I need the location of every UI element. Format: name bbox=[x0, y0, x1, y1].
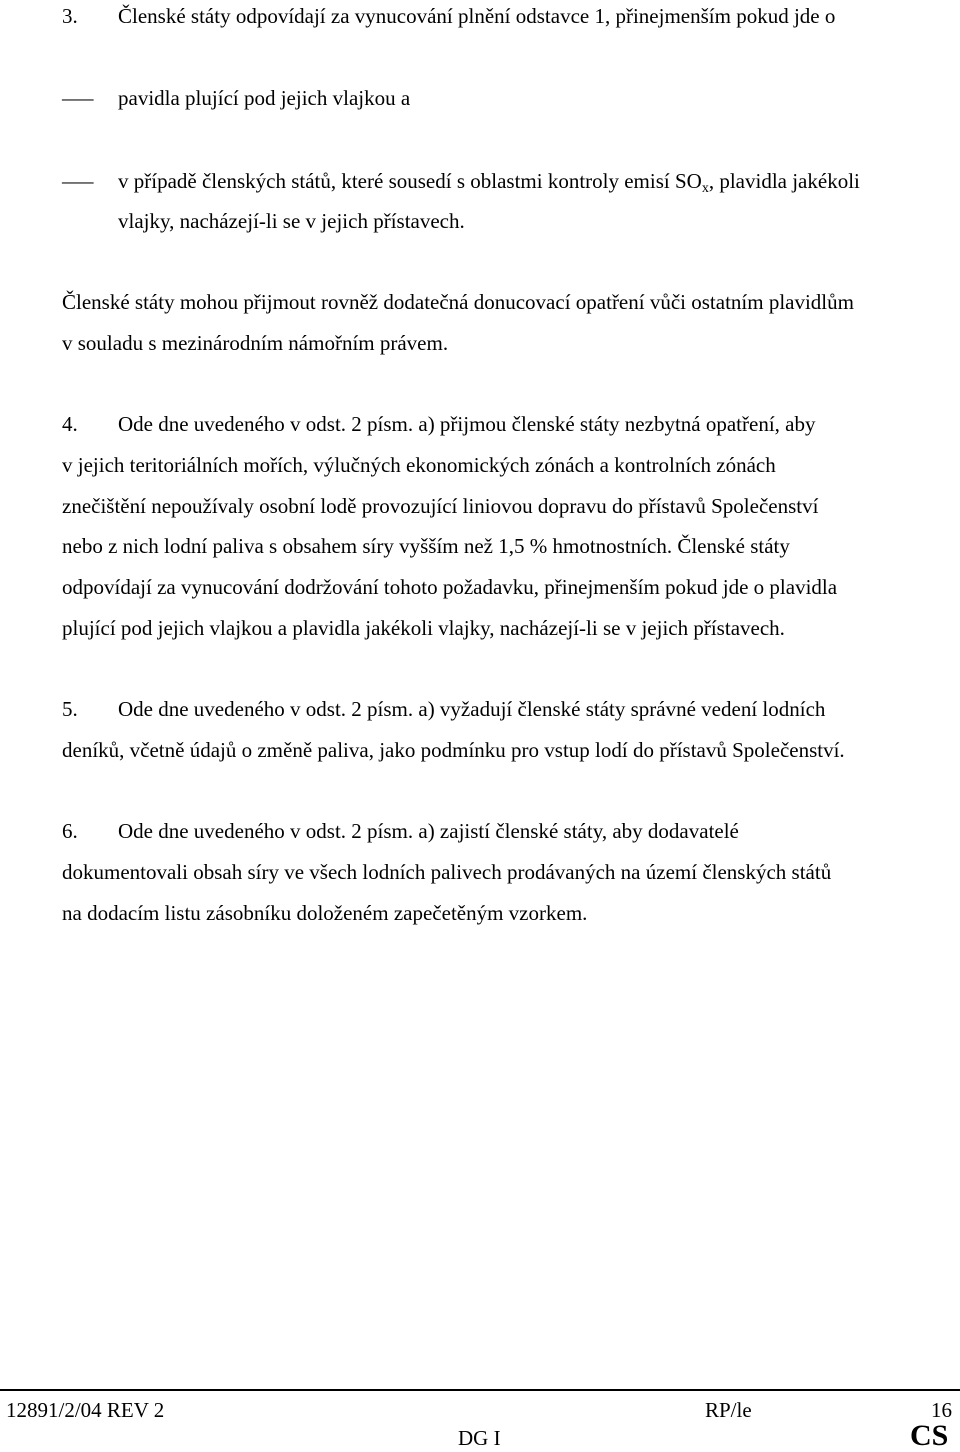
para6-line3: na dodacím listu zásobníku doloženém zapečetěným vzorkem. bbox=[62, 901, 588, 925]
para4-line3: znečištění nepoužívaly osobní lodě provozující liniovou dopravu do přístavů Společenství bbox=[62, 494, 819, 518]
footer-dg: DG I bbox=[458, 1426, 501, 1450]
para6-line1: Ode dne uvedeného v odst. 2 písm. a) zajistí členské státy, aby dodavatelé bbox=[118, 819, 739, 843]
para3-line1: Členské státy odpovídají za vynucování plnění odstavce 1, přinejmenším pokud jde o bbox=[118, 4, 836, 28]
para3-item2-post: , plavidla jakékoli bbox=[708, 169, 860, 193]
para3-extra-line2: v souladu s mezinárodním námořním právem. bbox=[62, 331, 449, 355]
footer-rule bbox=[0, 1389, 960, 1391]
footer-page-number: 16 bbox=[931, 1398, 952, 1422]
para5-number: 5. bbox=[62, 697, 78, 721]
para4-line1: Ode dne uvedeného v odst. 2 písm. a) přijmou členské státy nezbytná opatření, aby bbox=[118, 412, 816, 436]
footer-initials: RP/le bbox=[705, 1398, 752, 1422]
para3-extra-line1: Členské státy mohou přijmout rovněž dodatečná donucovací opatření vůči ostatním plavidlům bbox=[62, 290, 854, 314]
footer-doc-ref: 12891/2/04 REV 2 bbox=[6, 1398, 165, 1422]
para6-number: 6. bbox=[62, 819, 78, 843]
para4-line4: nebo z nich lodní paliva s obsahem síry vyšším než 1,5 % hmotnostních. Členské státy bbox=[62, 534, 790, 558]
para5-line2: deníků, včetně údajů o změně paliva, jako podmínku pro vstup lodí do přístavů Společenství. bbox=[62, 738, 845, 762]
para3-item2-line2: vlajky, nacházejí-li se v jejich přístavech. bbox=[118, 209, 465, 233]
para3-item2 bbox=[118, 171, 860, 196]
para3-item2-pre: v případě členských států, které sousedí s oblastmi kontroly emisí SO bbox=[118, 169, 702, 193]
para4-line5: odpovídají za vynucování dodržování tohoto požadavku, přinejmenším pokud jde o plavidla bbox=[62, 575, 838, 599]
para3-item2-sub: x bbox=[701, 181, 709, 196]
footer-language-code: CS bbox=[910, 1419, 949, 1452]
para4-line6: plující pod jejich vlajkou a plavidla jakékoli vlajky, nacházejí-li se v jejich přístavech. bbox=[62, 616, 785, 640]
dash-icon: ––– bbox=[62, 169, 94, 193]
dash-icon: ––– bbox=[62, 86, 94, 110]
para4-number: 4. bbox=[62, 412, 78, 436]
para3-item1: pavidla plující pod jejich vlajkou a bbox=[118, 86, 411, 110]
para4-line2: v jejich teritoriálních mořích, výlučných ekonomických zónách a kontrolních zónách bbox=[62, 453, 776, 477]
para6-line2: dokumentovali obsah síry ve všech lodních palivech prodávaných na území členských států bbox=[62, 860, 832, 884]
para3-number: 3. bbox=[62, 4, 78, 28]
para5-line1: Ode dne uvedeného v odst. 2 písm. a) vyžadují členské státy správné vedení lodních bbox=[118, 697, 826, 721]
